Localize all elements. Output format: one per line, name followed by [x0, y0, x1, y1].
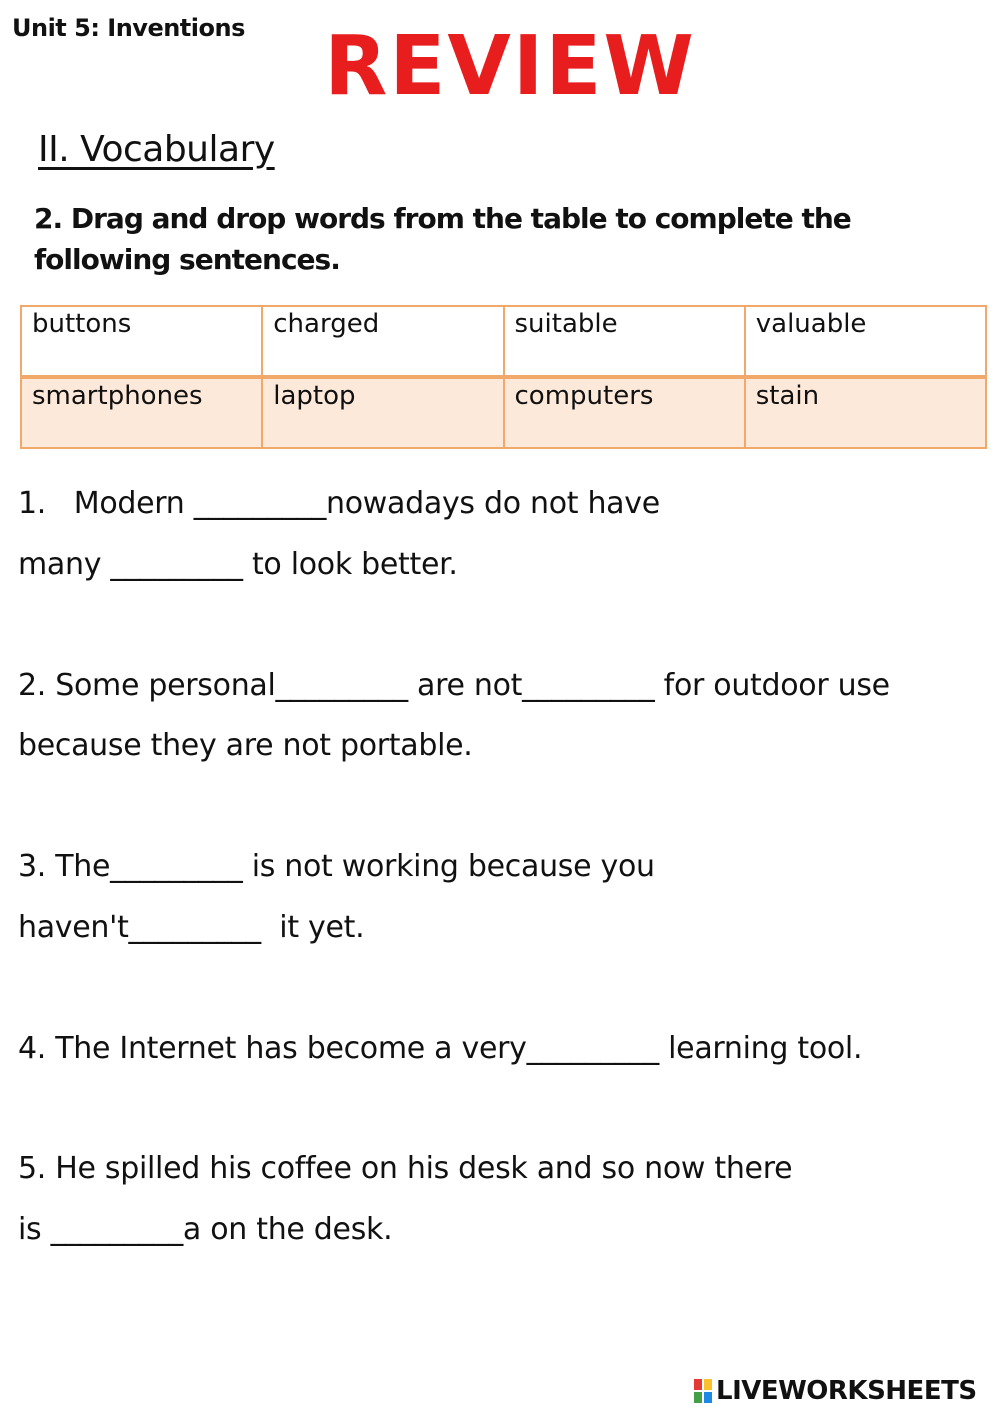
word-bank-cell[interactable]: laptop: [262, 377, 503, 448]
word-bank-row: [21, 377, 986, 448]
word-bank-row: [21, 306, 986, 377]
sentence-5-line-1: 5. He spilled his coffee on his desk and so now there: [18, 1151, 793, 1186]
word-bank-cell[interactable]: valuable: [745, 306, 986, 377]
sentence-3-line-2: haven't_________ it yet.: [18, 910, 365, 945]
word-bank-table: [20, 305, 987, 449]
sentence-1-line-1: 1. Modern _________nowadays do not have: [18, 486, 660, 521]
review-title: REVIEW: [324, 19, 696, 114]
word-bank-cell[interactable]: stain: [745, 377, 986, 448]
instruction-text: 2. Drag and drop words from the table to complete the following sentences.: [34, 202, 851, 276]
word-bank-cell[interactable]: charged: [262, 306, 503, 377]
sentence-1-line-2: many _________ to look better.: [18, 547, 458, 582]
sentence-2-line-2: because they are not portable.: [18, 728, 473, 763]
section-title: II. Vocabulary: [38, 129, 275, 170]
logo-text: LIVEWORKSHEETS: [716, 1376, 977, 1406]
word-bank-cell[interactable]: buttons: [21, 306, 262, 377]
unit-header: Unit 5: Inventions: [12, 14, 245, 42]
word-bank-cell[interactable]: suitable: [504, 306, 745, 377]
sentence-2-line-1: 2. Some personal_________ are not_________ for outdoor use: [18, 668, 890, 703]
word-bank-cell[interactable]: computers: [504, 377, 745, 448]
sentence-3-line-1: 3. The_________ is not working because you: [18, 849, 655, 884]
liveworksheets-logo: [694, 1377, 977, 1405]
liveworksheets-logo-icon: [694, 1379, 712, 1403]
word-bank-cell[interactable]: smartphones: [21, 377, 262, 448]
sentence-4-line-1: 4. The Internet has become a very_________ learning tool.: [18, 1031, 863, 1066]
sentence-5-line-2: is _________a on the desk.: [18, 1212, 393, 1247]
